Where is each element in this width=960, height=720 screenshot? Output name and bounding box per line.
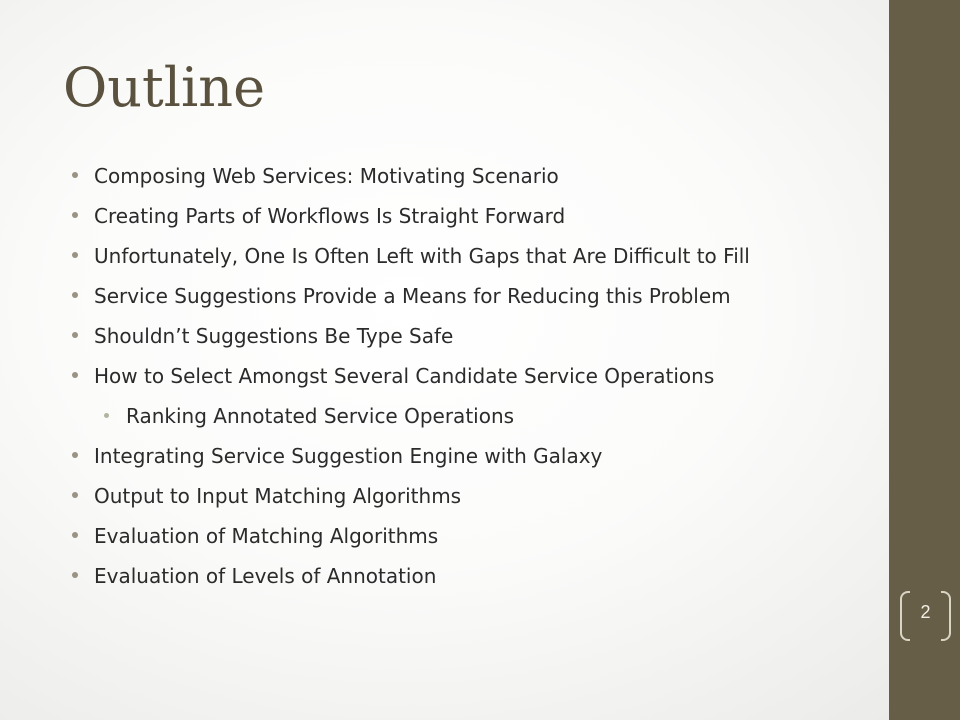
- bullet-icon: [72, 172, 78, 178]
- bullet-item: Evaluation of Matching Algorithms: [72, 518, 852, 554]
- bullet-item: How to Select Amongst Several Candidate Service Operations: [72, 358, 852, 394]
- bullet-icon: [72, 572, 78, 578]
- bullet-list: [72, 158, 852, 594]
- bullet-item: Unfortunately, One Is Often Left with Gaps that Are Difficult to Fill: [72, 238, 852, 274]
- slide-title: Outline: [63, 56, 266, 119]
- bullet-icon: [72, 452, 78, 458]
- bullet-item: Creating Parts of Workflows Is Straight Forward: [72, 198, 852, 234]
- bullet-item: Evaluation of Levels of Annotation: [72, 558, 852, 594]
- bullet-icon: [72, 252, 78, 258]
- sub-bullet-item: Ranking Annotated Service Operations: [72, 398, 852, 434]
- bullet-icon: [72, 532, 78, 538]
- bullet-item: Integrating Service Suggestion Engine with Galaxy: [72, 438, 852, 474]
- bullet-item: Service Suggestions Provide a Means for Reducing this Problem: [72, 278, 852, 314]
- bullet-icon: [72, 212, 78, 218]
- page-number-box: [898, 591, 953, 639]
- bullet-icon: [72, 332, 78, 338]
- bullet-icon: [72, 492, 78, 498]
- bullet-item: Composing Web Services: Motivating Scenario: [72, 158, 852, 194]
- bullet-icon: [72, 372, 78, 378]
- bullet-item: Shouldn’t Suggestions Be Type Safe: [72, 318, 852, 354]
- bullet-icon: [72, 292, 78, 298]
- page-number: 2: [920, 602, 931, 622]
- sub-bullet-icon: [104, 413, 109, 418]
- bullet-item: Output to Input Matching Algorithms: [72, 478, 852, 514]
